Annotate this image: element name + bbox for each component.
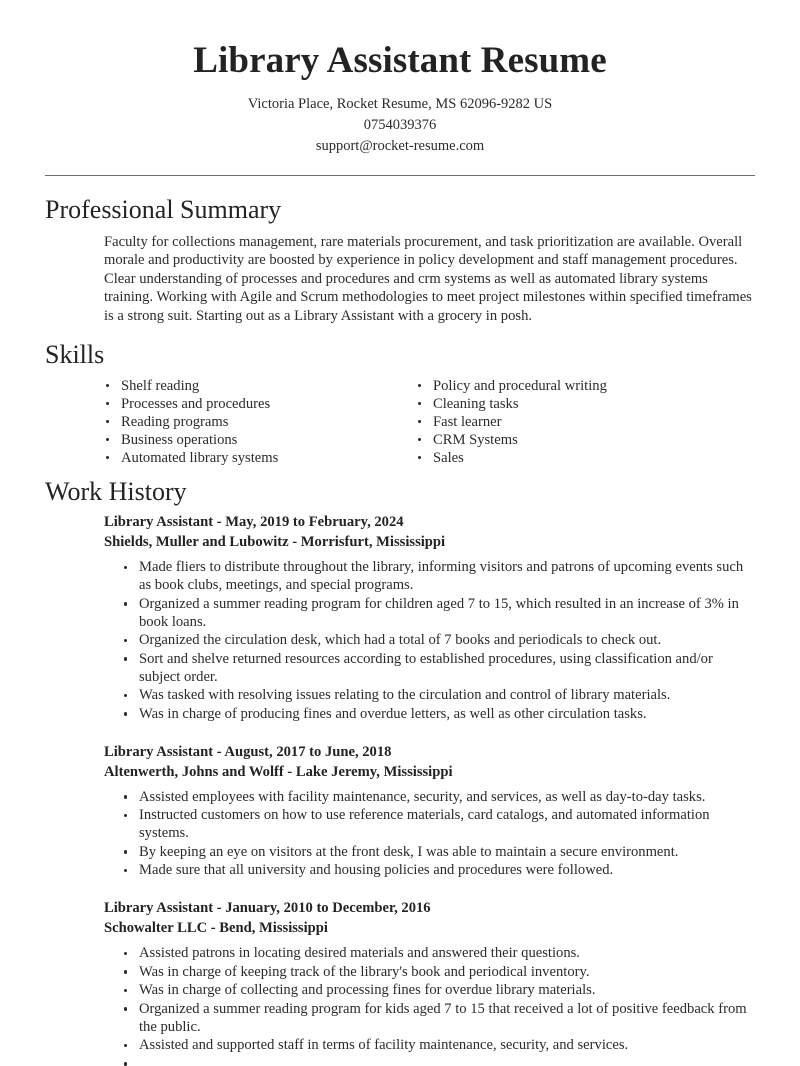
job-company: Shields, Muller and Lubowitz - Morrisfurt, Mississippi — [104, 534, 446, 551]
list-item: Made fliers to distribute throughout the library, informing visitors and patrons of upcoming events such as book clubs, meetings, and special programs. — [123, 558, 755, 594]
section-skills — [0, 340, 800, 467]
skills-columns — [104, 377, 755, 467]
list-item: Was in charge of collecting and processing fines for overdue library materials. — [123, 981, 755, 999]
job-entry — [45, 742, 755, 880]
job-title: Library Assistant - January, 2010 to December, 2016 — [104, 900, 431, 917]
job-entry — [45, 898, 755, 1054]
section-heading-summary: Professional Summary — [45, 194, 282, 224]
job-header — [104, 512, 755, 552]
list-item: Reading programs — [104, 413, 416, 431]
list-item: Organized a summer reading program for kids aged 7 to 15 that received a lot of positive feedback from the public. — [123, 1000, 755, 1036]
list-item: Sort and shelve returned resources according to established procedures, using classification and/or subject order. — [123, 650, 755, 686]
job-entry — [45, 512, 755, 723]
list-item: Assisted patrons in locating desired materials and answered their questions. — [123, 944, 755, 962]
list-item: Assisted employees with facility maintenance, security, and services, as well as day-to-day tasks. — [123, 788, 755, 806]
job-bullet-list — [45, 558, 755, 723]
list-item: Organized the circulation desk, which had a total of 7 books and periodicals to check out. — [123, 631, 755, 649]
contact-address: Victoria Place, Rocket Resume, MS 62096-9282 US — [247, 95, 553, 112]
contact-phone: 0754039376 — [363, 116, 437, 133]
contact-block — [0, 94, 800, 157]
skills-list-left — [104, 377, 416, 467]
section-heading-skills: Skills — [45, 339, 105, 369]
list-item: Was tasked with resolving issues relating to the circulation and control of library materials. — [123, 686, 755, 704]
list-item: Was in charge of keeping track of the library's book and periodical inventory. — [123, 963, 755, 981]
job-company: Schowalter LLC - Bend, Mississippi — [104, 920, 328, 937]
list-item: Was in charge of producing fines and overdue letters, as well as other circulation tasks. — [123, 705, 755, 723]
list-item: Automated library systems — [104, 449, 416, 467]
job-title: Library Assistant - May, 2019 to February, 2024 — [104, 514, 404, 531]
list-item: Processes and procedures — [104, 395, 416, 413]
list-item: Instructed customers on how to use reference materials, card catalogs, and automated information systems. — [123, 806, 755, 842]
job-title: Library Assistant - August, 2017 to June, 2018 — [104, 743, 392, 760]
list-item: Business operations — [104, 431, 416, 449]
list-item: CRM Systems — [416, 431, 728, 449]
job-bullet-list — [45, 944, 755, 1054]
job-list — [45, 512, 755, 1054]
section-professional-summary — [0, 195, 800, 325]
list-item: Made sure that all university and housing policies and procedures were followed. — [123, 861, 755, 879]
section-heading-work-history: Work History — [45, 476, 187, 506]
skills-list-right — [416, 377, 728, 467]
job-header — [104, 898, 755, 938]
page-title: Library Assistant Resume — [193, 40, 607, 81]
list-item: Cleaning tasks — [416, 395, 728, 413]
section-work-history — [0, 477, 800, 1055]
job-company: Altenwerth, Johns and Wolff - Lake Jeremy, Mississippi — [104, 763, 453, 780]
summary-text: Faculty for collections management, rare materials procurement, and task prioritization are available. Overall morale and productivity are boosted by experience in policy development and staff management procedures. Clear understanding of processes and procedures and crm systems as well as automated library systems training. Working with Agile and Scrum methodologies to meet project milestones within specified timeframes is a strong suit. Starting out as a Library Assistant with a grocery in posh. — [104, 233, 752, 324]
header-divider — [45, 175, 755, 176]
list-item: Fast learner — [416, 413, 728, 431]
list-item: Shelf reading — [104, 377, 416, 395]
job-header — [104, 742, 755, 782]
list-item: Sales — [416, 449, 728, 467]
list-item: By keeping an eye on visitors at the front desk, I was able to maintain a secure environment. — [123, 843, 755, 861]
list-item: Policy and procedural writing — [416, 377, 728, 395]
skills-column-left — [104, 377, 416, 467]
list-item: Organized a summer reading program for children aged 7 to 15, which resulted in an increase of 3% in book loans. — [123, 595, 755, 631]
skills-column-right — [416, 377, 728, 467]
job-bullet-list — [45, 788, 755, 880]
list-item: Assisted and supported staff in terms of facility maintenance, security, and services. — [123, 1036, 755, 1054]
contact-email: support@rocket-resume.com — [315, 137, 485, 154]
